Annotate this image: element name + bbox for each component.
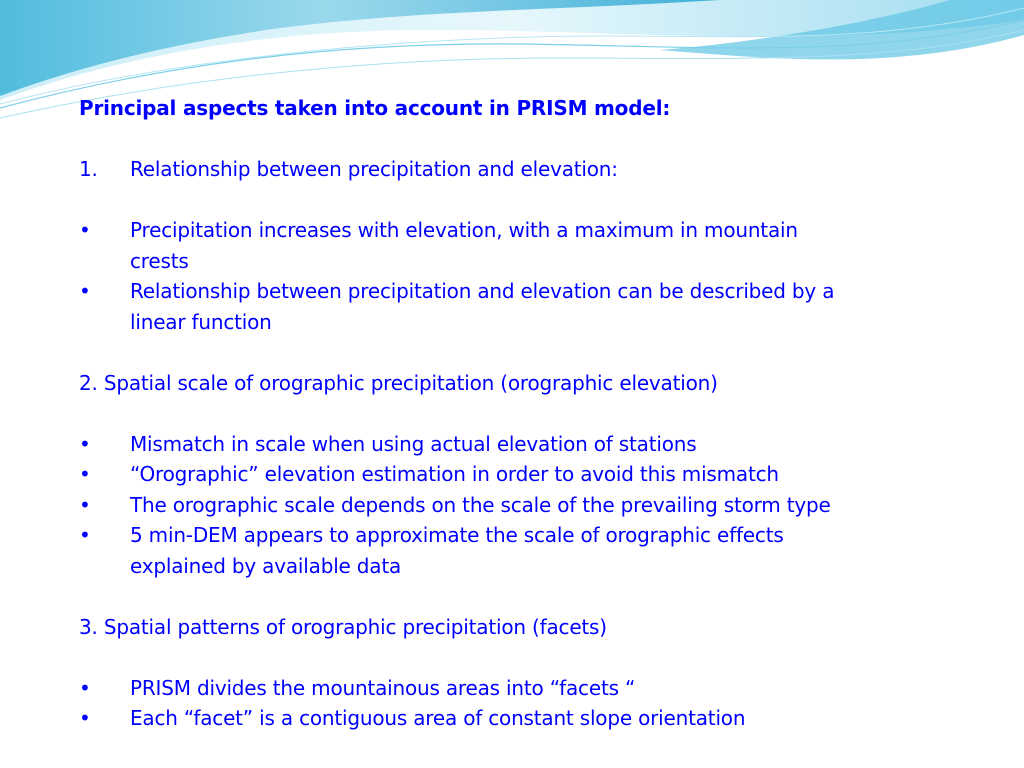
section-1-number: 1.	[79, 157, 98, 181]
bullet-marker: •	[79, 675, 91, 700]
bullet-text: 5 min-DEM appears to approximate the scale of orographic effects	[130, 523, 784, 547]
spacer	[79, 185, 999, 216]
bullet-marker: •	[79, 523, 91, 547]
bullet-text: explained by available data	[130, 553, 402, 578]
list-item	[79, 429, 999, 460]
list-item-continuation	[79, 307, 999, 338]
bullet-text: linear function	[130, 309, 272, 334]
bullet-text: Precipitation increases with elevation, with a maximum in mountain	[130, 218, 798, 242]
list-item	[79, 490, 999, 521]
slide-content	[79, 93, 999, 734]
spacer	[79, 642, 999, 673]
bullet-text: PRISM divides the mountainous areas into “facets “	[130, 675, 636, 700]
bullet-marker: •	[79, 218, 91, 242]
bullet-text: Each “facet” is a contiguous area of constant slope orientation	[130, 706, 746, 730]
bullet-marker: •	[79, 462, 91, 486]
list-item	[79, 673, 999, 704]
bullet-marker: •	[79, 492, 91, 517]
list-item	[79, 276, 999, 307]
section-1-heading-text: Relationship between precipitation and elevation:	[130, 157, 618, 181]
bullet-marker: •	[79, 706, 91, 730]
bullet-marker: •	[79, 279, 91, 303]
bullet-text: The orographic scale depends on the scale of the prevailing storm type	[130, 492, 831, 517]
spacer	[79, 337, 999, 368]
list-item	[79, 215, 999, 246]
list-item-continuation	[79, 246, 999, 277]
section-2-heading: 2. Spatial scale of orographic precipitation (orographic elevation)	[79, 370, 718, 395]
spacer	[79, 581, 999, 612]
bullet-text: “Orographic” elevation estimation in order to avoid this mismatch	[130, 462, 779, 486]
list-item	[79, 459, 999, 490]
slide-title: Principal aspects taken into account in PRISM model:	[79, 96, 671, 120]
list-item	[79, 703, 999, 734]
bullet-text: Relationship between precipitation and elevation can be described by a	[130, 279, 835, 303]
spacer	[79, 124, 999, 155]
section-3-heading: 3. Spatial patterns of orographic precipitation (facets)	[79, 614, 607, 639]
list-item-continuation	[79, 551, 999, 582]
bullet-marker: •	[79, 431, 91, 456]
list-item	[79, 520, 999, 551]
bullet-text: Mismatch in scale when using actual elevation of stations	[130, 431, 697, 456]
spacer	[79, 398, 999, 429]
bullet-text: crests	[130, 248, 189, 273]
section-1-heading	[79, 154, 999, 185]
